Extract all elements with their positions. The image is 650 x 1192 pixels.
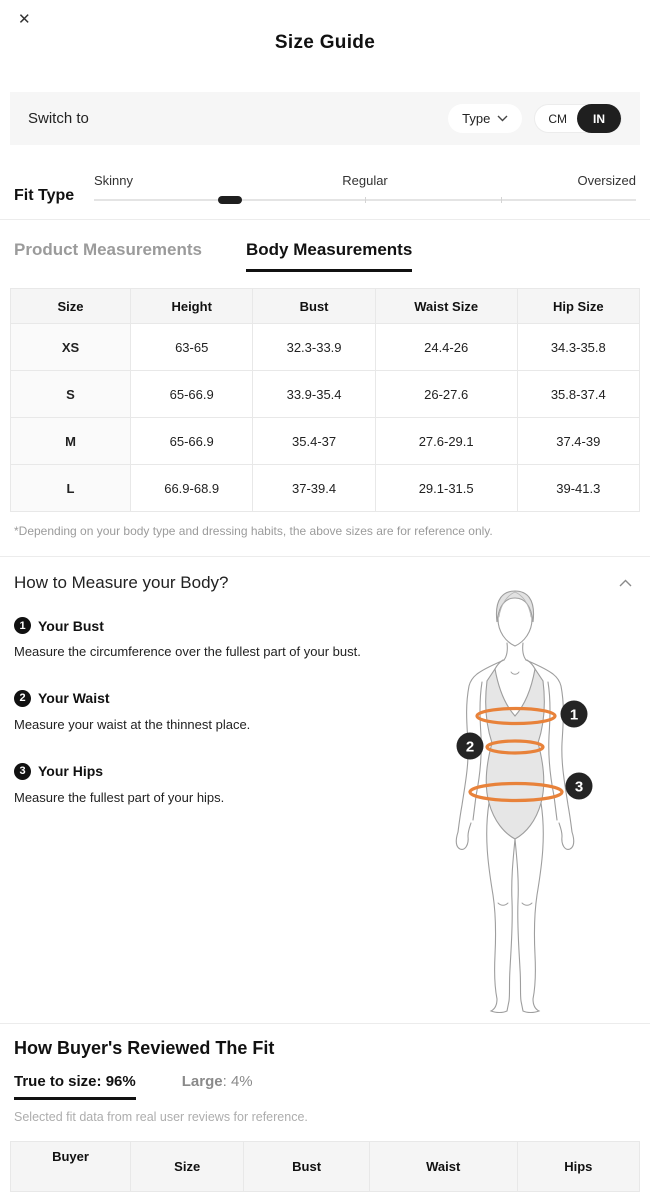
cell-size: M — [11, 418, 131, 465]
review-section-title: How Buyer's Reviewed The Fit — [14, 1038, 275, 1058]
review-note: Selected fit data from real user reviews for reference. — [14, 1110, 308, 1124]
size-table — [10, 288, 640, 512]
cell-height: 65-66.9 — [131, 371, 253, 418]
size-disclaimer: *Depending on your body type and dressing habits, the above sizes are for reference only. — [14, 524, 493, 538]
buyer-table-header-row — [11, 1142, 640, 1192]
close-icon[interactable]: ✕ — [18, 11, 31, 28]
cell-waist: 24.4-26 — [375, 324, 517, 371]
cell-waist: 26-27.6 — [375, 371, 517, 418]
fit-type-slider — [94, 171, 636, 207]
tab-product-measurements[interactable]: Product Measurements — [14, 240, 202, 259]
body-measurement-figure — [414, 585, 644, 1015]
cell-size: L — [11, 465, 131, 512]
stat-large[interactable]: Large: 4% — [181, 1073, 253, 1090]
col-header-height: Height — [131, 289, 253, 324]
table-row — [11, 418, 640, 465]
cell-hip: 34.3-35.8 — [517, 324, 639, 371]
fit-slider-handle[interactable] — [218, 196, 242, 204]
fit-type-options — [94, 173, 636, 188]
divider — [0, 219, 650, 220]
divider — [0, 1023, 650, 1024]
stat-true-to-size[interactable]: True to size: 96% — [14, 1073, 136, 1100]
col-header-size: Size — [11, 289, 131, 324]
cell-bust: 33.9-35.4 — [253, 371, 375, 418]
col-header-waist: Waist Size — [375, 289, 517, 324]
table-row — [11, 371, 640, 418]
buyer-review-table — [10, 1141, 640, 1192]
table-row — [11, 465, 640, 512]
divider — [0, 556, 650, 557]
tab-body-measurements[interactable]: Body Measurements — [246, 240, 412, 272]
measurement-tabs — [14, 240, 636, 272]
measure-item-bust — [14, 617, 434, 662]
cell-hip: 35.8-37.4 — [517, 371, 639, 418]
svg-text:2: 2 — [465, 738, 475, 756]
cell-hip: 37.4-39 — [517, 418, 639, 465]
col-header-hips: Hips — [517, 1142, 639, 1192]
fit-option-regular: Regular — [342, 173, 388, 188]
switch-bar — [10, 92, 640, 145]
measure-item-desc: Measure your waist at the thinnest place. — [14, 716, 251, 732]
size-table-header-row — [11, 289, 640, 324]
type-dropdown-button[interactable] — [448, 104, 522, 133]
step-1-badge: 1 — [14, 617, 31, 634]
measure-section-title: How to Measure your Body? — [14, 573, 229, 592]
cell-size: XS — [11, 324, 131, 371]
col-header-bust: Bust — [253, 289, 375, 324]
cell-waist: 29.1-31.5 — [375, 465, 517, 512]
chevron-down-icon — [497, 115, 508, 122]
measure-item-title: Your Waist — [38, 690, 110, 707]
fit-slider-track[interactable] — [94, 199, 636, 201]
measure-item-title: Your Hips — [38, 763, 104, 780]
switch-to-label: Switch to — [28, 110, 89, 127]
fit-type-label: Fit Type — [14, 187, 75, 204]
col-header-size: Size — [131, 1142, 244, 1192]
cell-waist: 27.6-29.1 — [375, 418, 517, 465]
fit-option-skinny: Skinny — [94, 173, 134, 188]
cell-bust: 37-39.4 — [253, 465, 375, 512]
cell-size: S — [11, 371, 131, 418]
table-row — [11, 324, 640, 371]
col-header-bust: Bust — [244, 1142, 369, 1192]
col-header-buyer: Buyer — [11, 1142, 131, 1192]
svg-text:1: 1 — [569, 706, 579, 724]
unit-option-in[interactable]: IN — [577, 104, 621, 133]
col-header-waist: Waist — [369, 1142, 517, 1192]
type-dropdown-label: Type — [462, 111, 491, 126]
measure-item-waist — [14, 690, 434, 735]
measure-item-desc: Measure the circumference over the fullest part of your bust. — [14, 644, 361, 659]
measure-item-title: Your Bust — [38, 617, 104, 634]
cell-height: 65-66.9 — [131, 418, 253, 465]
cell-bust: 32.3-33.9 — [253, 324, 375, 371]
unit-toggle[interactable] — [534, 104, 622, 133]
cell-hip: 39-41.3 — [517, 465, 639, 512]
measure-section-body — [14, 593, 636, 1023]
fit-option-oversized: Oversized — [577, 173, 636, 188]
cell-height: 66.9-68.9 — [131, 465, 253, 512]
cell-height: 63-65 — [131, 324, 253, 371]
fit-type-section — [14, 171, 636, 207]
unit-option-cm[interactable]: CM — [548, 111, 567, 126]
step-3-badge: 3 — [14, 763, 31, 780]
cell-bust: 35.4-37 — [253, 418, 375, 465]
svg-text:3: 3 — [574, 778, 584, 796]
col-header-hip: Hip Size — [517, 289, 639, 324]
step-2-badge: 2 — [14, 690, 31, 707]
page-title: Size Guide — [274, 32, 376, 53]
measure-item-hips — [14, 763, 434, 808]
measure-item-desc: Measure the fullest part of your hips. — [14, 789, 225, 805]
fit-stats — [14, 1073, 636, 1100]
